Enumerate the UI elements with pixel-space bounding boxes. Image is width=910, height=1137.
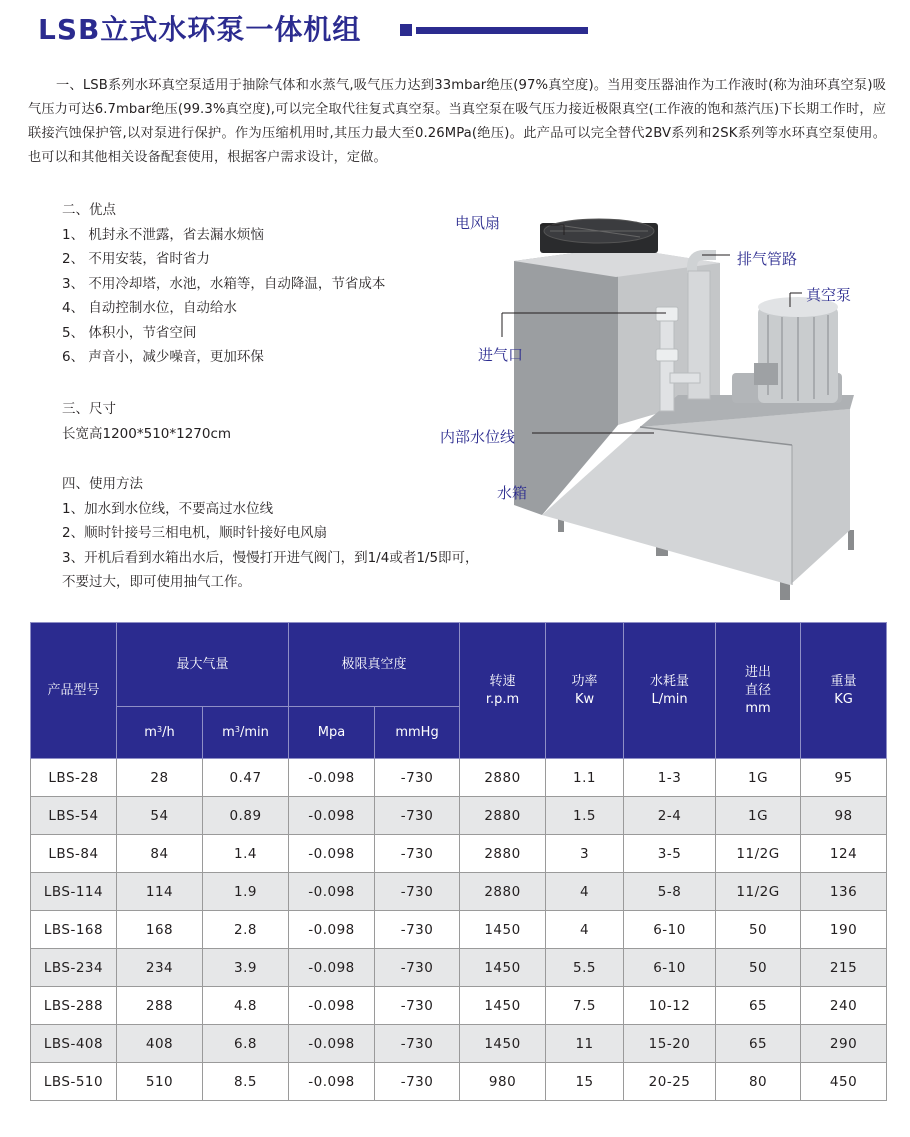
cell-rpm: 1450 — [460, 949, 546, 987]
cell-mpa: -0.098 — [289, 987, 375, 1025]
usage-heading: 四、使用方法 — [62, 476, 143, 492]
cell-m3h: 510 — [117, 1063, 203, 1101]
cell-water: 3-5 — [624, 835, 716, 873]
cell-kw: 15 — [546, 1063, 624, 1101]
cell-rpm: 2880 — [460, 759, 546, 797]
cell-m3min: 0.47 — [203, 759, 289, 797]
inlet-pipe-fitting — [656, 307, 678, 321]
header-flow-m3h: $m^3/h$ — [117, 707, 203, 759]
cell-mmhg: -730 — [375, 797, 460, 835]
cell-mpa: -0.098 — [289, 797, 375, 835]
cell-m3min: 6.8 — [203, 1025, 289, 1063]
advantage-item: 6、 声音小，减少噪音，更加环保 — [62, 349, 264, 365]
table-row — [31, 797, 887, 835]
cell-mpa: -0.098 — [289, 911, 375, 949]
cell-mpa: -0.098 — [289, 759, 375, 797]
cell-mmhg: -730 — [375, 987, 460, 1025]
cell-kg: 98 — [801, 797, 887, 835]
cell-mpa: -0.098 — [289, 1063, 375, 1101]
header-port-label-2: 直径 — [745, 682, 772, 698]
spec-table-body — [31, 759, 887, 1101]
header-weight-unit: KG — [834, 691, 853, 707]
cell-kg: 240 — [801, 987, 887, 1025]
title-decoration-bar — [416, 27, 588, 34]
cell-kg: 290 — [801, 1025, 887, 1063]
cell-rpm: 2880 — [460, 797, 546, 835]
advantage-item: 5、 体积小，节省空间 — [62, 324, 197, 341]
cell-mpa: -0.098 — [289, 835, 375, 873]
header-port — [716, 623, 801, 759]
usage-section — [62, 472, 479, 595]
cell-m3min: 3.9 — [203, 949, 289, 987]
header-mpa: Mpa — [289, 707, 375, 759]
cell-m3h: 84 — [117, 835, 203, 873]
cell-kw: 4 — [546, 873, 624, 911]
cell-model: LBS-288 — [31, 987, 117, 1025]
cell-m3min: 4.8 — [203, 987, 289, 1025]
usage-item: 1、加水到水位线，不要高过水位线 — [62, 500, 274, 517]
header-vacuum: 极限真空度 — [289, 623, 460, 707]
cell-kw: 3 — [546, 835, 624, 873]
advantage-item: 4、 自动控制水位，自动给水 — [62, 300, 237, 316]
cell-mmhg: -730 — [375, 759, 460, 797]
label-exhaust-pipe: 排气管路 — [737, 250, 798, 268]
cell-mpa: -0.098 — [289, 1025, 375, 1063]
inlet-pipe-elbow — [670, 373, 700, 383]
cell-kg: 136 — [801, 873, 887, 911]
cell-rpm: 1450 — [460, 987, 546, 1025]
cell-mpa: -0.098 — [289, 873, 375, 911]
cell-m3h: 234 — [117, 949, 203, 987]
header-power — [546, 623, 624, 759]
spec-table — [30, 622, 887, 1101]
cell-model: LBS-54 — [31, 797, 117, 835]
table-row — [31, 759, 887, 797]
inlet-pipe-fitting — [656, 349, 678, 361]
table-row — [31, 1063, 887, 1101]
header-model: 产品型号 — [31, 623, 117, 759]
header-power-unit: Kw — [574, 691, 595, 707]
cell-model: LBS-114 — [31, 873, 117, 911]
cell-mmhg: -730 — [375, 873, 460, 911]
cell-mmhg: -730 — [375, 949, 460, 987]
usage-item: 2、顺时针接号三相电机，顺时针接好电风扇 — [62, 525, 328, 541]
size-value: 长宽高1200*510*1270cm — [62, 425, 232, 442]
cell-kw: 7.5 — [546, 987, 624, 1025]
cell-mmhg: -730 — [375, 1025, 460, 1063]
cell-water: 5-8 — [624, 873, 716, 911]
cell-port: 11/2G — [716, 835, 801, 873]
cell-port: 65 — [716, 1025, 801, 1063]
label-vacuum-pump: 真空泵 — [806, 286, 852, 304]
label-electric-fan: 电风扇 — [455, 214, 501, 232]
cell-kg: 95 — [801, 759, 887, 797]
label-water-tank: 水箱 — [497, 484, 528, 502]
cell-kw: 5.5 — [546, 949, 624, 987]
cell-rpm: 1450 — [460, 1025, 546, 1063]
label-air-inlet: 进气口 — [478, 346, 524, 364]
header-flow-m3min: $m^3/\min$ — [203, 707, 289, 759]
cell-model: LBS-234 — [31, 949, 117, 987]
header-port-label-1: 进出 — [745, 664, 772, 680]
table-row — [31, 1025, 887, 1063]
size-heading: 三、尺寸 — [62, 401, 116, 417]
cell-port: 80 — [716, 1063, 801, 1101]
header-max-flow: 最大气量 — [117, 623, 289, 707]
cell-rpm: 980 — [460, 1063, 546, 1101]
cell-port: 50 — [716, 949, 801, 987]
cell-kg: 124 — [801, 835, 887, 873]
cell-water: 2-4 — [624, 797, 716, 835]
cell-model: LBS-84 — [31, 835, 117, 873]
cell-water: 10-12 — [624, 987, 716, 1025]
cell-port: 1G — [716, 759, 801, 797]
cell-port: 65 — [716, 987, 801, 1025]
header-speed-label: 转速 — [489, 673, 516, 689]
cell-m3h: 168 — [117, 911, 203, 949]
machine-illustration — [430, 195, 870, 615]
header-speed-unit: r.p.m — [485, 691, 520, 707]
cell-model: LBS-168 — [31, 911, 117, 949]
cell-kw: 11 — [546, 1025, 624, 1063]
header-speed — [460, 623, 546, 759]
table-row — [31, 949, 887, 987]
header-mmhg: mmHg — [375, 707, 460, 759]
table-row — [31, 987, 887, 1025]
intro-section — [28, 74, 886, 170]
advantages-heading: 二、优点 — [62, 202, 116, 218]
header-port-unit: mm — [745, 700, 771, 716]
cell-mmhg: -730 — [375, 1063, 460, 1101]
header-weight-label: 重量 — [830, 673, 857, 689]
cell-rpm: 1450 — [460, 911, 546, 949]
usage-item: 不要过大，即可使用抽气工作。 — [62, 574, 251, 590]
header-water — [624, 623, 716, 759]
cell-kg: 215 — [801, 949, 887, 987]
cell-kw: 1.5 — [546, 797, 624, 835]
cell-m3min: 1.9 — [203, 873, 289, 911]
cell-port: 50 — [716, 911, 801, 949]
cell-kg: 190 — [801, 911, 887, 949]
cell-port: 1G — [716, 797, 801, 835]
machine-leg — [848, 530, 854, 550]
size-section — [62, 397, 231, 446]
cell-water: 1-3 — [624, 759, 716, 797]
cell-kw: 1.1 — [546, 759, 624, 797]
header-water-label: 水耗量 — [650, 673, 690, 689]
cell-m3h: 28 — [117, 759, 203, 797]
cell-model: LBS-408 — [31, 1025, 117, 1063]
header-water-unit: L/min — [651, 691, 688, 707]
cell-m3min: 2.8 — [203, 911, 289, 949]
table-row — [31, 873, 887, 911]
cell-m3min: 0.89 — [203, 797, 289, 835]
cell-model: LBS-510 — [31, 1063, 117, 1101]
cell-m3h: 114 — [117, 873, 203, 911]
cell-kg: 450 — [801, 1063, 887, 1101]
cell-water: 6-10 — [624, 911, 716, 949]
cell-m3h: 288 — [117, 987, 203, 1025]
cell-mmhg: -730 — [375, 911, 460, 949]
cell-water: 15-20 — [624, 1025, 716, 1063]
usage-item: 3、开机后看到水箱出水后，慢慢打开进气阀门，到1/4或者1/5即可， — [62, 549, 479, 566]
advantage-item: 1、 机封永不泄露，省去漏水烦恼 — [62, 226, 264, 243]
cell-rpm: 2880 — [460, 835, 546, 873]
header-weight — [801, 623, 887, 759]
cell-m3h: 54 — [117, 797, 203, 835]
advantages-section — [62, 198, 385, 370]
cell-m3min: 1.4 — [203, 835, 289, 873]
title-decoration-square — [400, 24, 412, 36]
label-water-line: 内部水位线 — [440, 428, 516, 446]
cell-model: LBS-28 — [31, 759, 117, 797]
cell-m3h: 408 — [117, 1025, 203, 1063]
advantage-item: 2、 不用安装，省时省力 — [62, 251, 210, 267]
cell-port: 11/2G — [716, 873, 801, 911]
cell-water: 20-25 — [624, 1063, 716, 1101]
advantage-item: 3、 不用冷却塔，水池，水箱等，自动降温，节省成本 — [62, 275, 386, 292]
motor-terminal-box — [754, 363, 778, 385]
cell-water: 6-10 — [624, 949, 716, 987]
cell-m3min: 8.5 — [203, 1063, 289, 1101]
header-power-label: 功率 — [571, 673, 598, 689]
cell-kw: 4 — [546, 911, 624, 949]
intro-paragraph: 一、LSB系列水环真空泵适用于抽除气体和水蒸气,吸气压力达到33mbar绝压(97%真空度)。当用变压器油作为工作液时(称为油环真空泵)吸气压力可达6.7mbar绝压(99.3%真空度),可以完全取代往复式真空泵。当真空泵在吸气压力接近极限真空(工作液的饱和蒸汽压)下长期工作时，应联接汽蚀保护管,以对泵进行保护。作为压缩机用时,其压力最大至0.26MPa(绝压)。此产品可以完全替代2BV系列和2SK系列等水环真空泵使用。也可以和其他相关设备配套使用，根据客户需求设计，定做。 — [28, 78, 886, 165]
table-row — [31, 911, 887, 949]
page-title: LSB立式水环泵一体机组 — [38, 13, 362, 46]
cell-mpa: -0.098 — [289, 949, 375, 987]
table-row — [31, 835, 887, 873]
cell-mmhg: -730 — [375, 835, 460, 873]
cell-rpm: 2880 — [460, 873, 546, 911]
